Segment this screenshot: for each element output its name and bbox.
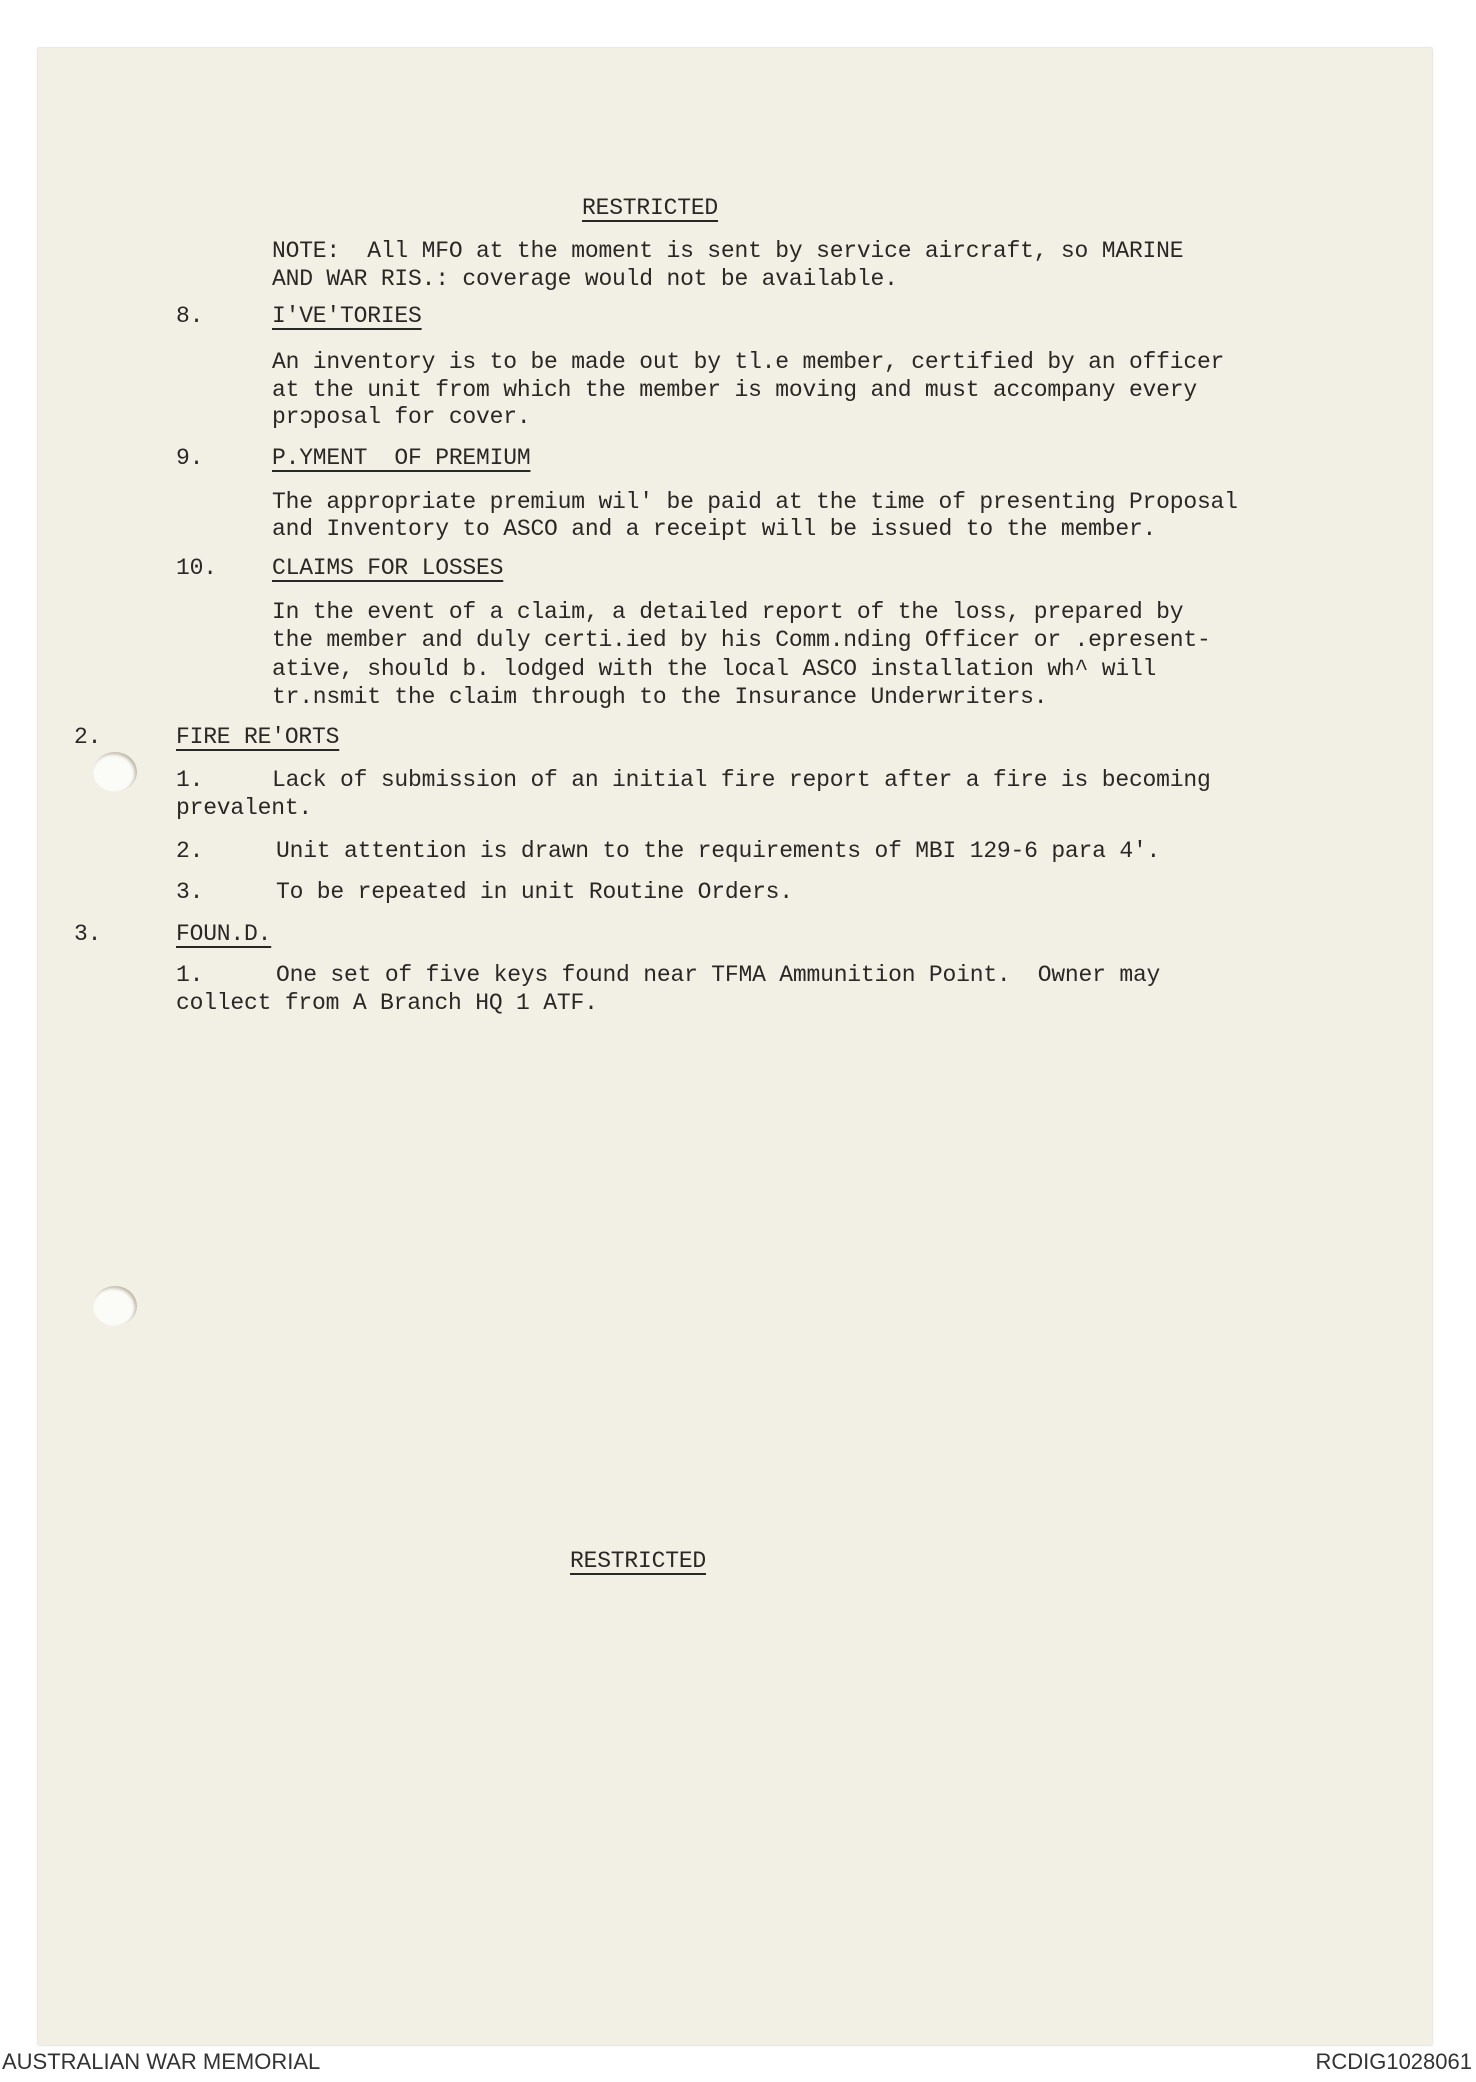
archive-credit: AUSTRALIAN WAR MEMORIAL [2, 2049, 321, 2074]
header-classification: RESTRICTED [582, 195, 719, 221]
para-line: An inventory is to be made out by tl.e member, certified by an officer [272, 349, 1225, 375]
archive-id: RCDIG1028061 [1315, 2049, 1472, 2074]
item-text: prevalent. [176, 795, 313, 821]
para-line: tr.nsmit the claim through to the Insurance Underwriters. [272, 684, 1048, 710]
note-line: NOTE: All MFO at the moment is sent by service aircraft, so MARINE [272, 238, 1184, 264]
section-number: 3. [74, 921, 102, 947]
section-title: FOUN.D. [176, 921, 272, 947]
item-text: collect from A Branch HQ 1 ATF. [176, 990, 598, 1016]
para-line: prɔposal for cover. [272, 404, 531, 430]
para-line: ative, should b. lodged with the local ASCO installation wh^ will [272, 656, 1157, 682]
section-title: P.YMENT OF PREMIUM [272, 445, 531, 471]
item-text: To be repeated in unit Routine Orders. [276, 879, 793, 905]
item-number: 2. [176, 838, 204, 864]
section-title: CLAIMS FOR LOSSES [272, 555, 504, 581]
item-number: 1. [176, 767, 204, 793]
para-line: at the unit from which the member is moving and must accompany every [272, 377, 1197, 403]
punch-hole [93, 1286, 137, 1326]
item-text: Lack of submission of an initial fire report after a fire is becoming [272, 767, 1211, 793]
note-line: AND WAR RIS.: coverage would not be available. [272, 266, 898, 292]
section-number: 10. [176, 555, 217, 581]
para-line: the member and duly certi.ied by his Comm.nding Officer or .epresent- [272, 627, 1211, 653]
section-number: 9. [176, 445, 204, 471]
para-line: In the event of a claim, a detailed report of the loss, prepared by [272, 599, 1184, 625]
para-line: The appropriate premium wil' be paid at the time of presenting Proposal [272, 489, 1238, 515]
section-title: I'VE'TORIES [272, 303, 422, 329]
item-text: Unit attention is drawn to the requirements of MBI 129-6 para 4'. [276, 838, 1161, 864]
para-line: and Inventory to ASCO and a receipt will be issued to the member. [272, 516, 1157, 542]
section-title: FIRE RE'ORTS [176, 724, 340, 750]
item-text: One set of five keys found near TFMA Ammunition Point. Owner may [276, 962, 1161, 988]
section-number: 8. [176, 303, 204, 329]
footer-classification: RESTRICTED [570, 1548, 707, 1574]
punch-hole [93, 752, 137, 792]
item-number: 1. [176, 962, 204, 988]
section-number: 2. [74, 724, 102, 750]
item-number: 3. [176, 879, 204, 905]
